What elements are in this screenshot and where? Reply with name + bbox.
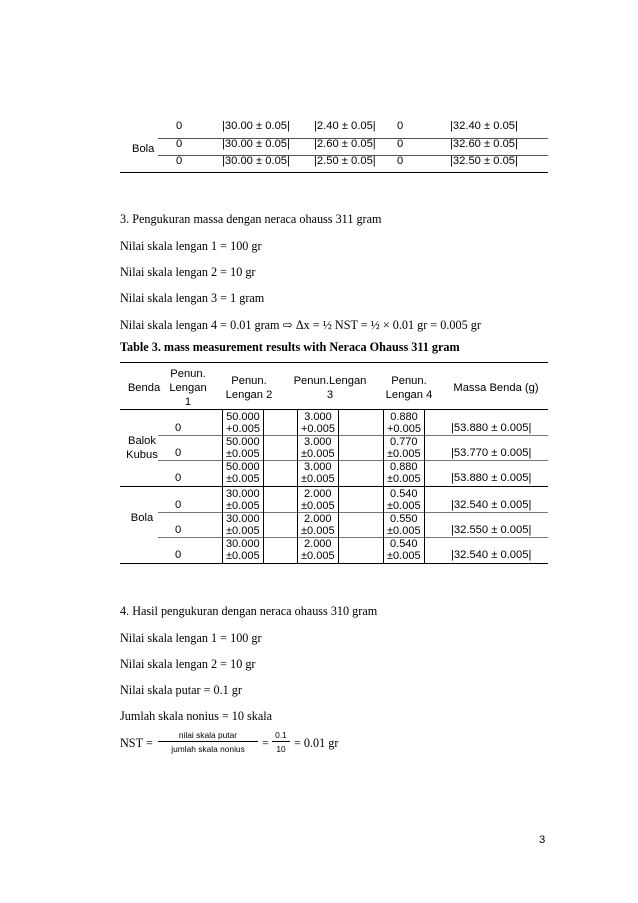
table3-uncertainty: ±0.005 bbox=[226, 448, 260, 460]
table3-row-divider bbox=[158, 460, 548, 461]
abs-bar-right bbox=[338, 537, 339, 563]
table3-value: 0.540 bbox=[390, 538, 418, 550]
nst-equals: = bbox=[262, 736, 269, 750]
abs-bar-right bbox=[263, 512, 264, 538]
table3-uncertainty: ±0.005 bbox=[387, 500, 421, 512]
table-prev-cell: 0 bbox=[397, 120, 404, 132]
table-prev-cell: 0 bbox=[397, 155, 404, 167]
abs-bar-right bbox=[338, 460, 339, 486]
table-prev-cell: |2.60 ± 0.05| bbox=[314, 138, 376, 150]
table3-stacked-value bbox=[297, 411, 339, 435]
table3-value: 0.770 bbox=[390, 436, 418, 448]
table3-stacked-value bbox=[383, 436, 425, 460]
abs-bar-left bbox=[222, 460, 223, 486]
table3-stacked-value bbox=[222, 488, 264, 512]
table3-value: 30.000 bbox=[226, 488, 260, 500]
abs-bar-right bbox=[263, 487, 264, 513]
abs-bar-left bbox=[383, 512, 384, 538]
table3-lengan1-value: 0 bbox=[175, 549, 182, 561]
table3-uncertainty: ±0.005 bbox=[301, 448, 335, 460]
abs-bar-right bbox=[338, 487, 339, 513]
table3-value: 30.000 bbox=[226, 513, 260, 525]
table3-uncertainty: +0.005 bbox=[301, 423, 335, 435]
table3-stacked-value bbox=[297, 461, 339, 485]
table3-lengan1-value: 0 bbox=[175, 472, 182, 484]
abs-bar-left bbox=[383, 410, 384, 436]
table3-uncertainty: ±0.005 bbox=[226, 550, 260, 562]
table3-group-divider bbox=[120, 486, 548, 487]
table-prev-cell: |30.00 ± 0.05| bbox=[222, 155, 290, 167]
table3-value: 0.880 bbox=[390, 461, 418, 473]
nst-result: = 0.01 gr bbox=[294, 736, 339, 750]
table-prev-cell: |32.50 ± 0.05| bbox=[450, 155, 518, 167]
table3-stacked-value bbox=[383, 461, 425, 485]
table3-group-label: Bola bbox=[130, 512, 154, 524]
table3-stacked-value bbox=[383, 411, 425, 435]
table-prev-cell: |32.60 ± 0.05| bbox=[450, 138, 518, 150]
table3-value: 3.000 bbox=[304, 461, 332, 473]
table3-row-divider bbox=[158, 512, 548, 513]
section4-line-1: Nilai skala lengan 1 = 100 gr bbox=[120, 631, 262, 645]
table-prev-row-divider bbox=[158, 155, 548, 156]
table3-value: 2.000 bbox=[304, 488, 332, 500]
abs-bar-right bbox=[263, 435, 264, 461]
section3-line-3: Nilai skala lengan 3 = 1 gram bbox=[120, 291, 265, 305]
nst-lhs: NST = bbox=[120, 736, 153, 750]
table3-stacked-value bbox=[222, 436, 264, 460]
table3-stacked-value bbox=[222, 513, 264, 537]
table3-uncertainty: ±0.005 bbox=[387, 473, 421, 485]
table3-lengan1-value: 0 bbox=[175, 499, 182, 511]
table3-stacked-value bbox=[383, 538, 425, 562]
table-prev-bottom-rule bbox=[120, 172, 548, 173]
table3-stacked-value bbox=[297, 436, 339, 460]
table3-uncertainty: ±0.005 bbox=[301, 473, 335, 485]
table3-uncertainty: ±0.005 bbox=[301, 550, 335, 562]
table3-value: 50.000 bbox=[226, 411, 260, 423]
nst-fraction-1-denominator: jumlah skala nonius bbox=[171, 744, 245, 754]
table3-stacked-value bbox=[383, 488, 425, 512]
abs-bar-right bbox=[424, 487, 425, 513]
table3-caption: Table 3. mass measurement results with Neraca Ohauss 311 gram bbox=[120, 340, 460, 354]
nst-fraction-2-denominator: 10 bbox=[276, 744, 286, 754]
abs-bar-left bbox=[383, 435, 384, 461]
abs-bar-right bbox=[424, 460, 425, 486]
table3-lengan1-value: 0 bbox=[175, 422, 182, 434]
table3-mass-value: |53.770 ± 0.005| bbox=[451, 447, 532, 459]
table3-group-label: Balok Kubus bbox=[126, 435, 158, 461]
table-prev-cell: |32.40 ± 0.05| bbox=[450, 120, 518, 132]
table3-stacked-value bbox=[297, 488, 339, 512]
abs-bar-left bbox=[383, 460, 384, 486]
table3-uncertainty: ±0.005 bbox=[387, 448, 421, 460]
table3-value: 0.550 bbox=[390, 513, 418, 525]
abs-bar-left bbox=[383, 487, 384, 513]
table3-stacked-value bbox=[222, 411, 264, 435]
abs-bar-left bbox=[222, 537, 223, 563]
section3-line-2: Nilai skala lengan 2 = 10 gr bbox=[120, 265, 256, 279]
table3-value: 0.880 bbox=[390, 411, 418, 423]
abs-bar-right bbox=[263, 537, 264, 563]
table3-uncertainty: ±0.005 bbox=[387, 550, 421, 562]
table3-header-rule bbox=[120, 409, 548, 410]
table3-lengan1-value: 0 bbox=[175, 524, 182, 536]
abs-bar-left bbox=[297, 435, 298, 461]
abs-bar-left bbox=[297, 512, 298, 538]
table-prev-cell: |2.40 ± 0.05| bbox=[314, 120, 376, 132]
table3-uncertainty: +0.005 bbox=[226, 423, 260, 435]
table3-value: 2.000 bbox=[304, 538, 332, 550]
table3-stacked-value bbox=[222, 461, 264, 485]
table3-header-lengan4: Penun. Lengan 4 bbox=[385, 375, 433, 401]
table-prev-cell: |30.00 ± 0.05| bbox=[222, 138, 290, 150]
table3-uncertainty: ±0.005 bbox=[226, 500, 260, 512]
table3-uncertainty: ±0.005 bbox=[226, 473, 260, 485]
table-prev-cell: 0 bbox=[176, 120, 183, 132]
nst-fraction-1 bbox=[158, 730, 258, 754]
abs-bar-left bbox=[297, 537, 298, 563]
table3-top-rule bbox=[120, 362, 548, 363]
table3-uncertainty: ±0.005 bbox=[387, 525, 421, 537]
table3-mass-value: |53.880 ± 0.005| bbox=[451, 472, 532, 484]
table3-stacked-value bbox=[383, 513, 425, 537]
table3-mass-value: |32.540 ± 0.005| bbox=[451, 499, 532, 511]
nst-fraction-2 bbox=[272, 730, 290, 754]
table3-value: 30.000 bbox=[226, 538, 260, 550]
table-prev-cell: 0 bbox=[397, 138, 404, 150]
abs-bar-right bbox=[338, 435, 339, 461]
table3-stacked-value bbox=[297, 513, 339, 537]
table3-header-lengan1: Penun. Lengan 1 bbox=[169, 368, 207, 408]
table3-uncertainty: ±0.005 bbox=[226, 525, 260, 537]
table3-uncertainty: ±0.005 bbox=[301, 500, 335, 512]
nst-fraction-1-numerator: nilai skala putar bbox=[158, 730, 258, 742]
table3-value: 50.000 bbox=[226, 461, 260, 473]
abs-bar-right bbox=[424, 435, 425, 461]
table3-uncertainty: +0.005 bbox=[387, 423, 421, 435]
table-prev-cell: |2.50 ± 0.05| bbox=[314, 155, 376, 167]
table-prev-cell: 0 bbox=[176, 138, 183, 150]
table3-value: 0.540 bbox=[390, 488, 418, 500]
table3-mass-value: |53.880 ± 0.005| bbox=[451, 422, 532, 434]
table3-lengan1-value: 0 bbox=[175, 447, 182, 459]
table3-value: 3.000 bbox=[304, 411, 332, 423]
table3-value: 50.000 bbox=[226, 436, 260, 448]
abs-bar-right bbox=[263, 410, 264, 436]
table3-mass-value: |32.550 ± 0.005| bbox=[451, 524, 532, 536]
table3-stacked-value bbox=[297, 538, 339, 562]
section4-line-2: Nilai skala lengan 2 = 10 gr bbox=[120, 657, 256, 671]
abs-bar-right bbox=[338, 512, 339, 538]
abs-bar-left bbox=[222, 410, 223, 436]
section3-heading: 3. Pengukuran massa dengan neraca ohauss 311 gram bbox=[120, 212, 382, 226]
section3-line-1: Nilai skala lengan 1 = 100 gr bbox=[120, 239, 262, 253]
table3-header-lengan2: Penun. Lengan 2 bbox=[225, 375, 273, 401]
abs-bar-right bbox=[263, 460, 264, 486]
table3-row-divider bbox=[158, 435, 548, 436]
abs-bar-right bbox=[424, 512, 425, 538]
abs-bar-right bbox=[424, 537, 425, 563]
abs-bar-left bbox=[222, 512, 223, 538]
abs-bar-left bbox=[297, 460, 298, 486]
table3-header-massa: Massa Benda (g) bbox=[453, 382, 539, 394]
nst-fraction-2-numerator: 0.1 bbox=[272, 730, 290, 742]
table3-header-lengan3: Penun.Lengan 3 bbox=[293, 375, 367, 401]
table-prev-row-divider bbox=[158, 138, 548, 139]
section4-heading: 4. Hasil pengukuran dengan neraca ohauss 310 gram bbox=[120, 604, 378, 618]
table3-header-benda: Benda bbox=[127, 382, 161, 394]
abs-bar-left bbox=[222, 487, 223, 513]
table3-row-divider bbox=[158, 537, 548, 538]
table3-uncertainty: ±0.005 bbox=[301, 525, 335, 537]
abs-bar-left bbox=[222, 435, 223, 461]
page-number: 3 bbox=[539, 834, 546, 846]
abs-bar-left bbox=[297, 487, 298, 513]
table3-value: 3.000 bbox=[304, 436, 332, 448]
table3-stacked-value bbox=[222, 538, 264, 562]
section4-line-4: Jumlah skala nonius = 10 skala bbox=[120, 709, 273, 723]
abs-bar-right bbox=[424, 410, 425, 436]
table-prev-cell: |30.00 ± 0.05| bbox=[222, 120, 290, 132]
table-prev-cell: 0 bbox=[176, 155, 183, 167]
section4-line-3: Nilai skala putar = 0.1 gr bbox=[120, 683, 242, 697]
table3-mass-value: |32.540 ± 0.005| bbox=[451, 549, 532, 561]
section3-line-4: Nilai skala lengan 4 = 0.01 gram ⇨ Δx = ½ NST = ½ × 0.01 gr = 0.005 gr bbox=[120, 318, 481, 332]
table3-bottom-rule bbox=[120, 563, 548, 564]
table3-value: 2.000 bbox=[304, 513, 332, 525]
table-prev-group-label: Bola bbox=[132, 143, 155, 155]
abs-bar-right bbox=[338, 410, 339, 436]
abs-bar-left bbox=[383, 537, 384, 563]
abs-bar-left bbox=[297, 410, 298, 436]
